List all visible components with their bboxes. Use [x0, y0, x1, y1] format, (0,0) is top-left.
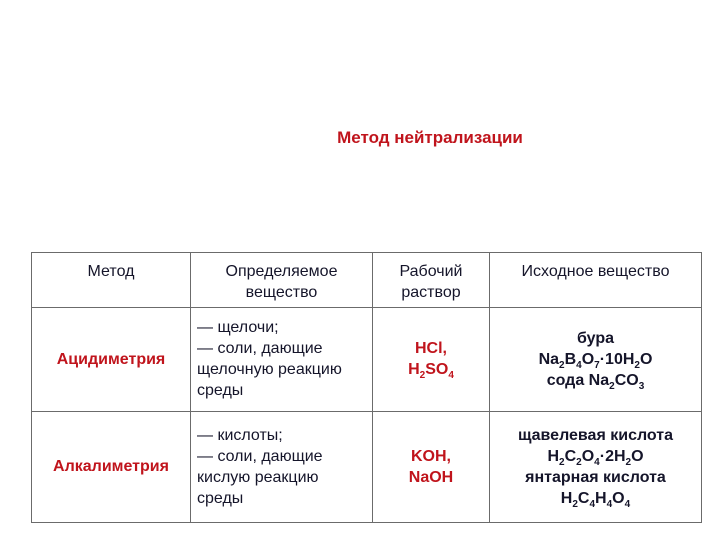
header-reagent: Рабочий раствор: [373, 253, 490, 308]
table-row: [32, 308, 702, 411]
method-cell: Ацидиметрия: [32, 308, 191, 411]
header-method: Метод: [32, 253, 191, 308]
substance-line: — кислоты;: [197, 426, 283, 444]
reagent-line: $H_2SO_4$: [408, 361, 454, 382]
substance-line: — соли, дающие кислую реакцию среды: [197, 447, 323, 507]
substance-cell: [191, 411, 373, 522]
page-title: Метод нейтрализации: [337, 128, 523, 147]
neutralization-table: [31, 252, 702, 523]
header-substance: Определяемое вещество: [191, 253, 373, 308]
table-header-row: [32, 253, 702, 308]
reagent-line: NaOH: [408, 468, 454, 486]
reagent-line: HCl,: [415, 340, 447, 358]
original-substance-cell: [490, 308, 702, 411]
substance-line: — щелочи;: [197, 319, 279, 337]
original-line: $Na_2B_4O_7\cdot 10H_2O$: [538, 350, 653, 371]
original-line: $H_2C_4H_4O_4$: [560, 489, 631, 510]
original-line: $H_2C_2O_4\cdot 2H_2O$: [547, 447, 644, 468]
substance-cell: [191, 308, 373, 411]
original-line: бура: [576, 329, 615, 347]
original-line: янтарная кислота: [525, 468, 666, 486]
method-cell: Алкалиметрия: [32, 411, 191, 522]
reagent-cell: [373, 308, 490, 411]
reagent-cell: [373, 411, 490, 522]
original-substance-cell: [490, 411, 702, 522]
reagent-line: KOH,: [411, 447, 451, 465]
header-original: Исходное вещество: [490, 253, 702, 308]
original-line: щавелевая кислота: [517, 426, 674, 444]
table-row: [32, 411, 702, 522]
substance-line: — соли, дающие щелочную реакцию среды: [197, 340, 342, 400]
original-line: сода $Na_2CO_3$: [546, 371, 645, 392]
